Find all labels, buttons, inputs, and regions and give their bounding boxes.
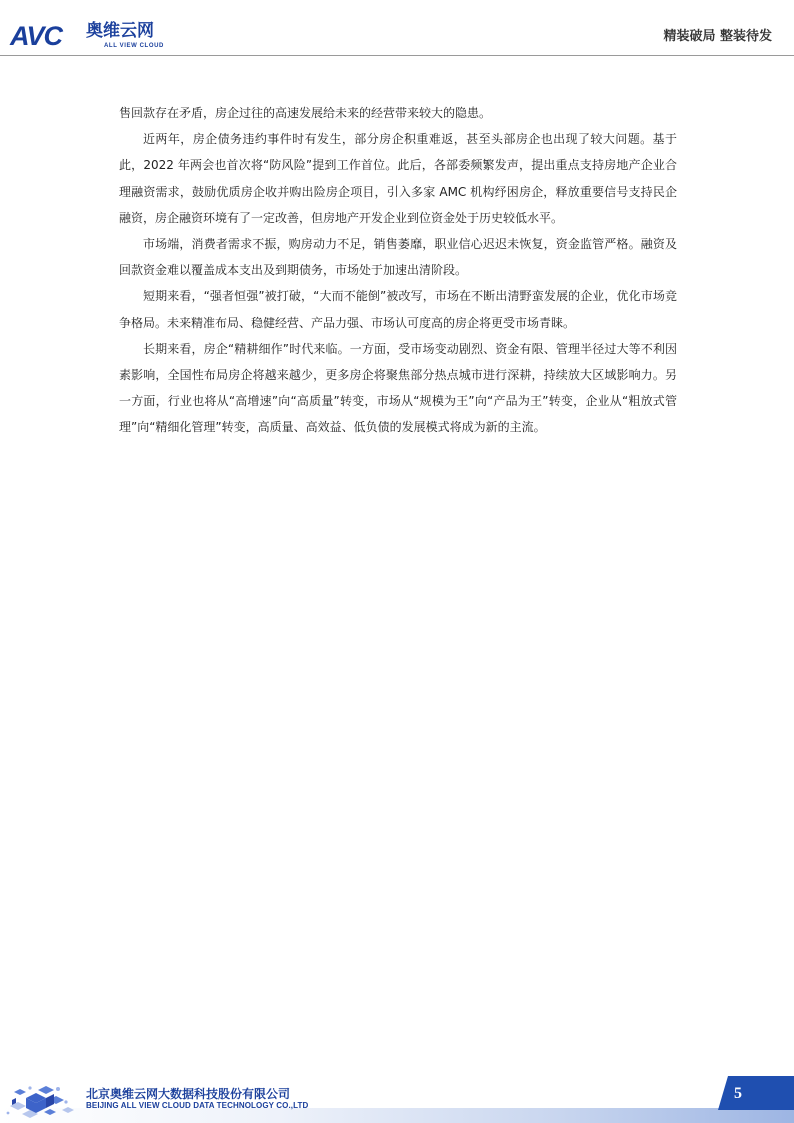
paragraph-3: 市场端，消费者需求不振，购房动力不足，销售萎靡，职业信心迟迟未恢复，资金监管严格。融资及回款资金难以覆盖成本支出及到期债务，市场处于加速出清阶段。: [119, 237, 677, 278]
company-name-chinese: 北京奥维云网大数据科技股份有限公司: [86, 1087, 291, 1101]
body-text: [119, 100, 677, 441]
paragraph-2: 近两年，房企债务违约事件时有发生，部分房企积重难返，甚至头部房企也出现了较大问题。基于此，2022 年两会也首次将“防风险”提到工作首位。此后，各部委频繁发声，提出重点支持房地产企业合理融资需求，鼓励优质房企收并购出险房企项目，引入多家 AMC 机构纾困房企，释放重要信号支持民企融资，房企融资环境有了一定改善，但房地产开发企业到位资金处于历史较低水平。: [119, 132, 677, 225]
logo-avc-text: AVC: [10, 21, 63, 51]
page-footer: [0, 1076, 794, 1123]
paragraph-5: 长期来看，房企“精耕细作”时代来临。一方面，受市场变动剧烈、资金有限、管理半径过大等不利因素影响，全国性布局房企将越来越少，更多房企将聚焦部分热点城市进行深耕，持续放大区域影响力。另一方面，行业也将从“高增速”向“高质量”转变，市场从“规模为王”向“产品为王”转变，企业从“粗放式管理”向“精细化管理”转变，高质量、高效益、低负债的发展模式将成为新的主流。: [119, 341, 677, 435]
data-cube-cluster-icon: [4, 1080, 80, 1122]
report-title: 精装破局 整装待发: [663, 29, 772, 44]
logo-english-name: ALL VIEW CLOUD: [104, 43, 164, 49]
paragraph-4: 短期来看，“强者恒强”被打破，“大而不能倒”被改写，市场在不断出清野蛮发展的企业，优化市场竞争格局。未来精准布局、稳健经营、产品力强、市场认可度高的房企将更受市场青睐。: [119, 289, 677, 330]
page-header: [0, 0, 794, 56]
company-name-english: BEIJING ALL VIEW CLOUD DATA TECHNOLOGY CO.,LTD: [86, 1101, 309, 1110]
page-number: 5: [734, 1085, 742, 1102]
logo-chinese-name: 奥维云网: [86, 21, 154, 41]
footer-gradient-band: [0, 1108, 794, 1123]
page-number-tab: [718, 1076, 794, 1110]
header-divider: [0, 55, 794, 56]
paragraph-1: 售回款存在矛盾，房企过往的高速发展给未来的经营带来较大的隐患。: [119, 106, 492, 120]
